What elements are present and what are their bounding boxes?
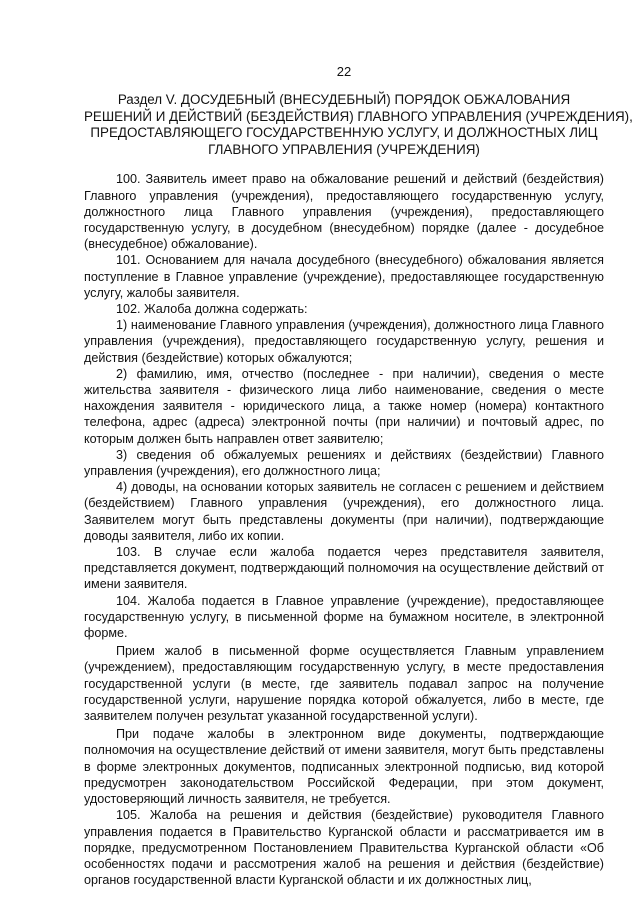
paragraph-105: 105. Жалоба на решения и действия (бездействие) руководителя Главного управления подается в Правительство Курганской области и рассматривается им в порядке, предусмотренном Постановлением Правительства Курганской области «Об особенностях подачи и рассмотрения жалоб на решения и действия (бездействие) органов государственной власти Курганской области и их должностных лиц, <box>84 808 604 888</box>
paragraph-104-electronic: При подаче жалобы в электронном виде документы, подтверждающие полномочия на осуществление действий от имени заявителя, могут быть представлены в форме электронных документов, подписанных электронной подписью, вид которой предусмотрен законодательством Российской Федерации, при этом документ, удостоверяющий личность заявителя, не требуется. <box>84 727 604 807</box>
paragraph-104: 104. Жалоба подается в Главное управление (учреждение), предоставляющее государственную услугу, в письменной форме на бумажном носителе, в электронной форме. <box>84 593 604 641</box>
paragraph-102-item-3: 3) сведения об обжалуемых решениях и действиях (бездействии) Главного управления (учреждения), его должностного лица; <box>84 447 604 479</box>
section-title-line: ПРЕДОСТАВЛЯЮЩЕГО ГОСУДАРСТВЕННУЮ УСЛУГУ, И ДОЛЖНОСТНЫХ ЛИЦ <box>90 125 598 141</box>
paragraph-104-written: Прием жалоб в письменной форме осуществляется Главным управлением (учреждением), предоставляющим государственную услугу, в месте предоставления государственной услуги (в месте, где заявитель подавал запрос на получение государственной услуги, нарушение порядка которой обжалуется, либо в месте, где заявителем получен результат указанной государственной услуги). <box>84 644 604 724</box>
paragraph-102-item-4: 4) доводы, на основании которых заявитель не согласен с решением и действием (бездействием) Главного управления (учреждения), его должностного лица. Заявителем могут быть представлены документы (при наличии), подтверждающие доводы заявителя, либо их копии. <box>84 480 604 543</box>
paragraph-102: 102. Жалоба должна содержать: <box>116 302 308 316</box>
section-title-line: РЕШЕНИЙ И ДЕЙСТВИЙ (БЕЗДЕЙСТВИЯ) ГЛАВНОГО УПРАВЛЕНИЯ (УЧРЕЖДЕНИЯ), <box>84 108 633 124</box>
paragraph-102-item-1: 1) наименование Главного управления (учреждения), должностного лица Главного управления (учреждения), предоставляющего государственную услугу, решения и действия (бездействие) которых обжалуются; <box>84 318 604 365</box>
section-title-line: Раздел V. ДОСУДЕБНЫЙ (ВНЕСУДЕБНЫЙ) ПОРЯДОК ОБЖАЛОВАНИЯ <box>117 92 571 107</box>
paragraph-101: 101. Основанием для начала досудебного (внесудебного) обжалования является поступление в Главное управление (учреждение), предоставляющее государственную услугу, жалобы заявителя. <box>84 253 604 300</box>
page-number: 22 <box>336 64 352 79</box>
paragraph-100: 100. Заявитель имеет право на обжалование решений и действий (бездействия) Главного управления (учреждения), предоставляющего государственную услугу, должностного лица Главного управления (учреждения), предоставляющего государственную услугу, в досудебном (внесудебном) порядке (далее - досудебное (внесудебное) обжалование). <box>84 172 604 252</box>
section-title-line: ГЛАВНОГО УПРАВЛЕНИЯ (УЧРЕЖДЕНИЯ) <box>208 141 480 157</box>
paragraph-103: 103. В случае если жалоба подается через представителя заявителя, представляется документ, подтверждающий полномочия на осуществление действий от имени заявителя. <box>84 545 604 592</box>
section-title <box>84 92 633 158</box>
paragraph-102-item-2: 2) фамилию, имя, отчество (последнее - при наличии), сведения о месте жительства заявителя - физического лица либо наименование, сведения о месте нахождения заявителя - юридического лица, а также номер (номера) контактного телефона, адрес (адреса) электронной почты (при наличии) и почтовый адрес, по которым должен быть направлен ответ заявителю; <box>84 366 604 446</box>
document-body <box>84 171 604 888</box>
